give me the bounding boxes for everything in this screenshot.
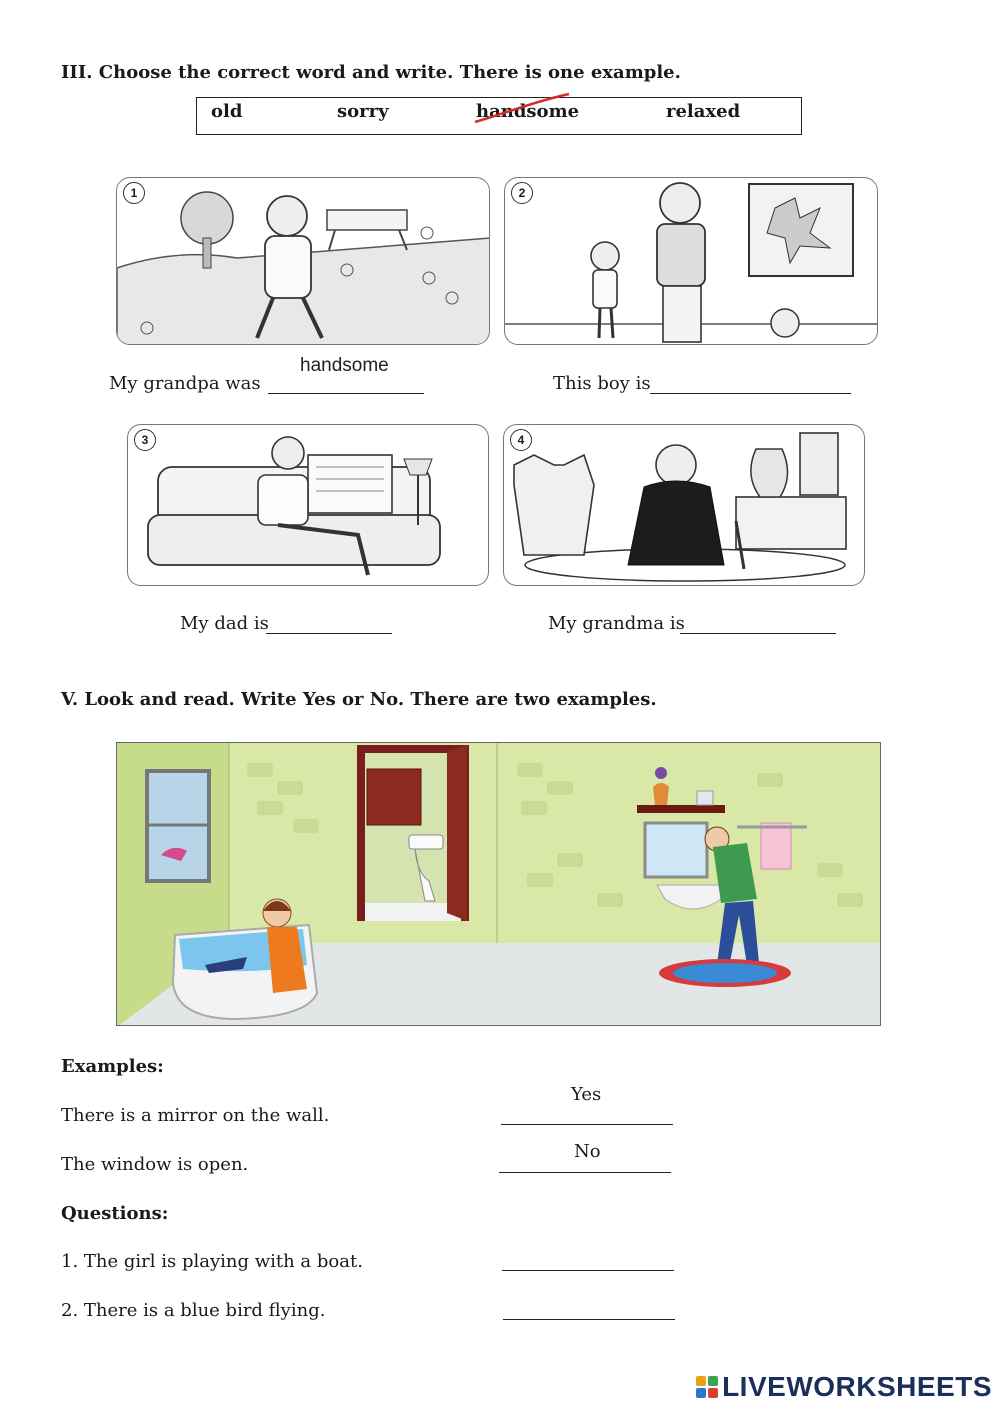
- logo-square: [696, 1388, 706, 1398]
- item-2-answer-line[interactable]: [650, 393, 851, 394]
- bathroom-illustration: [117, 743, 881, 1026]
- broken-window-illustration: [505, 178, 878, 345]
- logo-icon: [696, 1376, 718, 1398]
- logo-square: [708, 1376, 718, 1386]
- word-handsome: handsome: [476, 101, 580, 122]
- picture-number: 2: [511, 182, 533, 204]
- item-1-answer[interactable]: handsome: [300, 355, 389, 376]
- example-1-text: There is a mirror on the wall.: [61, 1105, 330, 1126]
- picture-3-dad-sofa: [127, 424, 489, 586]
- example-1-answer-line[interactable]: [501, 1124, 673, 1125]
- question-1-answer-line[interactable]: [502, 1270, 674, 1271]
- picture-number: 1: [123, 182, 145, 204]
- strike-through-mark: [473, 92, 573, 132]
- item-4-prompt: My grandma is: [548, 613, 685, 634]
- logo-square: [696, 1376, 706, 1386]
- word-bank: [196, 97, 802, 135]
- question-2-answer-line[interactable]: [503, 1319, 675, 1320]
- examples-label: Examples:: [61, 1056, 164, 1077]
- picture-1-grandpa-park: [116, 177, 490, 345]
- picture-4-grandma-cane: [503, 424, 865, 586]
- sofa-illustration: [128, 425, 489, 586]
- item-1-answer-line[interactable]: [268, 393, 424, 394]
- example-2-answer-line[interactable]: [499, 1172, 671, 1173]
- logo-square: [708, 1388, 718, 1398]
- park-illustration: [117, 178, 490, 345]
- picture-number: 3: [134, 429, 156, 451]
- word-old: old: [211, 101, 243, 122]
- example-1-answer[interactable]: Yes: [571, 1084, 602, 1105]
- logo-text: LIVEWORKSHEETS: [722, 1371, 992, 1402]
- question-2-text: 2. There is a blue bird flying.: [61, 1300, 326, 1321]
- grandma-illustration: [504, 425, 865, 586]
- item-3-prompt: My dad is: [180, 613, 269, 634]
- picture-2-broken-window: [504, 177, 878, 345]
- picture-number: 4: [510, 429, 532, 451]
- example-2-answer[interactable]: No: [574, 1141, 601, 1162]
- section-3-title: III. Choose the correct word and write. There is one example.: [61, 62, 681, 83]
- word-sorry: sorry: [337, 101, 389, 122]
- liveworksheets-logo[interactable]: [696, 1371, 992, 1403]
- item-2-prompt: This boy is: [553, 373, 651, 394]
- item-3-answer-line[interactable]: [266, 633, 392, 634]
- questions-label: Questions:: [61, 1203, 169, 1224]
- bathroom-scene: [116, 742, 881, 1026]
- item-4-answer-line[interactable]: [680, 633, 836, 634]
- example-2-text: The window is open.: [61, 1154, 249, 1175]
- item-1-prompt: My grandpa was: [109, 373, 261, 394]
- section-5-title: V. Look and read. Write Yes or No. There are two examples.: [61, 689, 657, 710]
- question-1-text: 1. The girl is playing with a boat.: [61, 1251, 363, 1272]
- word-relaxed: relaxed: [666, 101, 741, 122]
